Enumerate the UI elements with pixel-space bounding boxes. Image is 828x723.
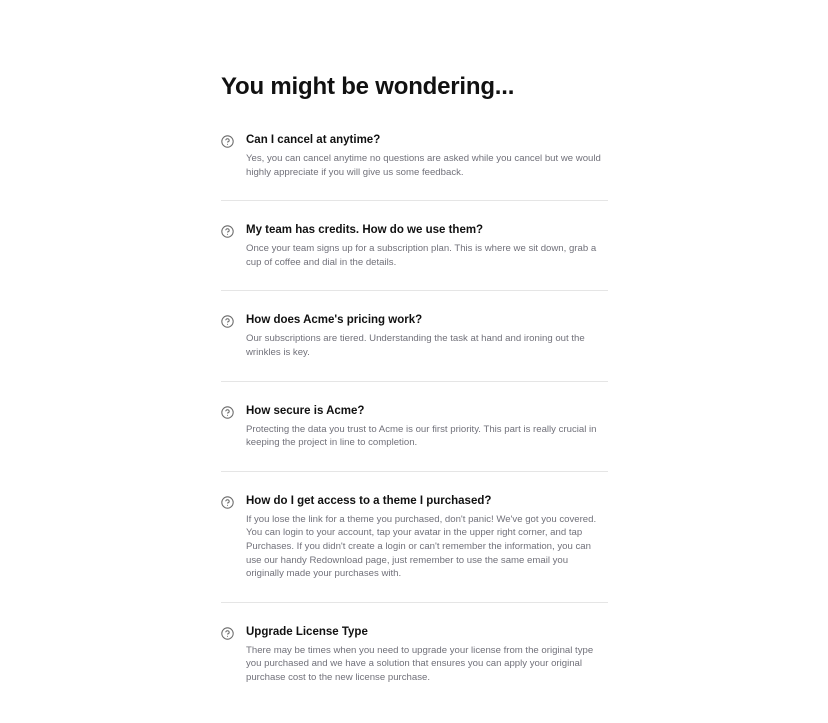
faq-section: [221, 72, 608, 706]
faq-question: Can I cancel at anytime?: [246, 134, 381, 146]
question-circle-icon: [221, 315, 234, 328]
faq-question: How does Acme's pricing work?: [246, 314, 423, 327]
question-circle-icon: [221, 225, 234, 238]
faq-item-body: [246, 223, 608, 269]
faq-item-body: [246, 133, 608, 179]
faq-answer: Yes, you can cancel anytime no questions are asked while you cancel but we would highly appreciate if you will give us some feedback.: [246, 153, 601, 178]
faq-question: Upgrade License Type: [246, 625, 368, 638]
faq-question: My team has credits. How do we use them?: [246, 224, 484, 237]
faq-answer: Protecting the data you trust to Acme is our first priority. This part is really crucial in keeping the project in line to completion.: [246, 423, 597, 449]
faq-question: How secure is Acme?: [246, 404, 365, 417]
question-circle-icon: [221, 135, 234, 148]
question-circle-icon: [221, 496, 234, 509]
faq-item-body: [246, 313, 608, 359]
faq-item-body: [246, 625, 608, 685]
faq-question: How do I get access to a theme I purchased?: [246, 494, 492, 507]
faq-answer: Once your team signs up for a subscription plan. This is where we sit down, grab a cup of coffee and dial in the details.: [246, 243, 597, 268]
faq-answer: There may be times when you need to upgrade your license from the original type you purchased and we have a solution that ensures you can apply your original purchase cost to the new license purchase.: [246, 644, 594, 683]
faq-item-cancel: [221, 133, 608, 201]
faq-item-body: [246, 404, 608, 450]
question-circle-icon: [221, 627, 234, 640]
question-circle-icon: [221, 406, 234, 419]
faq-answer: Our subscriptions are tiered. Understanding the task at hand and ironing out the wrinkles is key.: [246, 333, 585, 358]
faq-list: [221, 133, 608, 706]
faq-title: You might be wondering...: [221, 73, 515, 100]
faq-item-team-credits: [221, 223, 608, 291]
faq-item-pricing: [221, 313, 608, 381]
faq-item-theme-access: [221, 494, 608, 603]
faq-answer: If you lose the link for a theme you purchased, don't panic! We've got you covered. You can login to your account, tap your avatar in the upper right corner, and tap Purchases. If you didn't create a login or can't remember the information, you can use our handy Redownload page, just remember to use the same email you originally made your purchases with.: [246, 513, 597, 580]
faq-item-security: [221, 404, 608, 472]
faq-item-body: [246, 494, 608, 581]
faq-item-upgrade-license: [221, 625, 608, 706]
